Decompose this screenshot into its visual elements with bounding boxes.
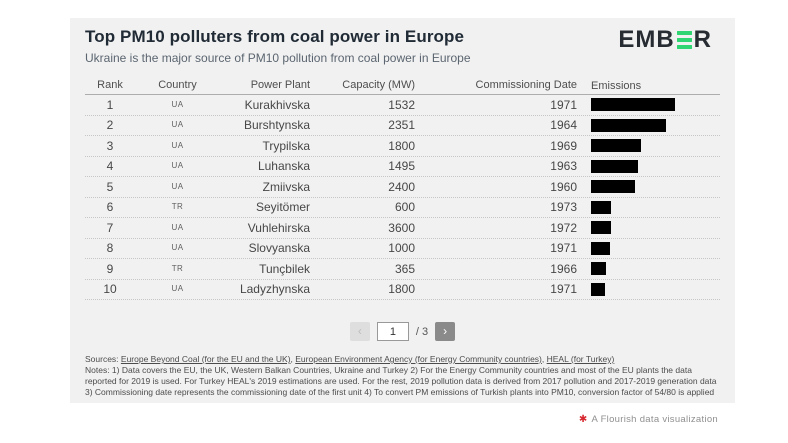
emissions-bar [591, 98, 675, 111]
cell-commissioning-date: 1971 [550, 282, 577, 296]
chevron-left-icon: ‹ [357, 323, 362, 338]
col-header-rank[interactable]: Rank [97, 79, 123, 91]
emissions-bar [591, 201, 611, 214]
pagination [70, 322, 735, 341]
cell-commissioning-date: 1964 [550, 118, 577, 132]
cell-power-plant: Tunçbilek [259, 261, 310, 276]
cell-country: UA [171, 243, 184, 252]
cell-capacity: 3600 [388, 220, 415, 235]
cell-commissioning-date: 1960 [550, 179, 577, 194]
prev-page-button[interactable] [350, 322, 370, 341]
logo-text-r: R [693, 26, 712, 53]
cell-emissions [577, 262, 720, 275]
cell-rank: 5 [106, 179, 114, 194]
table-row [85, 218, 720, 239]
cell-commissioning-date: 1969 [550, 138, 577, 153]
page-total-label: / 3 [415, 325, 429, 338]
page-subtitle: Ukraine is the major source of PM10 pollution from coal power in Europe [85, 51, 471, 65]
cell-country: UA [171, 284, 184, 293]
emissions-bar [591, 283, 605, 296]
emissions-bar [591, 119, 666, 132]
table-row [85, 136, 720, 157]
col-header-country[interactable]: Country [158, 79, 197, 91]
cell-capacity: 2400 [388, 179, 415, 194]
cell-rank: 9 [106, 261, 114, 276]
cell-commissioning-date: 1973 [550, 200, 577, 214]
cell-country: UA [171, 222, 184, 232]
emissions-bar [591, 139, 641, 152]
sources-prefix: Sources: [85, 354, 121, 364]
cell-commissioning-date: 1971 [550, 97, 577, 112]
cell-emissions [577, 283, 720, 296]
col-header-power-plant[interactable]: Power Plant [250, 79, 310, 91]
table-row [85, 95, 720, 116]
table-row [85, 177, 720, 198]
page-title: Top PM10 polluters from coal power in Europe [85, 27, 465, 46]
col-header-commissioning-date[interactable]: Commissioning Date [475, 79, 577, 91]
sources-line: Sources: Europe Beyond Coal (for the EU and the UK), European Environment Agency (for Energy Community countries), HEAL (for Turkey) [85, 354, 615, 364]
table-row [85, 198, 720, 219]
cell-power-plant: Ladyzhynska [239, 282, 310, 296]
page-input[interactable] [377, 322, 409, 341]
table-row [85, 157, 720, 178]
footer [85, 354, 721, 398]
cell-power-plant: Burshtynska [243, 118, 310, 132]
cell-capacity: 2351 [388, 118, 415, 132]
source-link[interactable]: European Environment Agency (for Energy Community countries) [295, 354, 542, 364]
cell-commissioning-date: 1966 [550, 261, 577, 276]
cell-country: UA [171, 140, 184, 150]
cell-emissions [577, 160, 720, 173]
cell-emissions [577, 221, 720, 234]
notes-text: Notes: 1) Data covers the EU, the UK, Western Balkan Countries, Ukraine and Turkey 2) For the Energy Community countries and most of the EU plants the data reported for 2019 is used. For Turkey HEAL's 2019 estimations are used. For the rest, 2019 pollution data is derived from 2017 pollution and 2017-2019 generation data 3) Commissioning date represents the commissioning date of the first unit 4) To convert PM emissions of Turkish plants into PM10, conversion factor of 54/80 is applied [85, 365, 717, 397]
cell-emissions [577, 201, 720, 214]
cell-rank: 4 [106, 159, 114, 173]
cell-rank: 6 [106, 200, 114, 214]
cell-rank: 7 [106, 220, 114, 235]
cell-commissioning-date: 1972 [550, 220, 577, 235]
cell-rank: 2 [106, 118, 114, 132]
flourish-flower-icon: ✱ [578, 413, 588, 425]
flourish-attribution[interactable] [579, 414, 718, 425]
cell-power-plant: Vuhlehirska [247, 220, 310, 235]
cell-emissions [577, 119, 720, 132]
cell-power-plant: Trypilska [262, 138, 310, 153]
cell-capacity: 1532 [388, 97, 415, 112]
logo-text-emb: EMB [618, 26, 675, 53]
table-row [85, 239, 720, 260]
cell-capacity: 365 [394, 261, 415, 276]
cell-commissioning-date: 1971 [550, 241, 577, 255]
col-header-emissions[interactable]: Emissions [591, 80, 642, 92]
cell-rank: 10 [103, 282, 117, 296]
cell-capacity: 1495 [388, 159, 415, 173]
cell-emissions [577, 242, 720, 255]
source-link[interactable]: HEAL (for Turkey) [546, 354, 615, 364]
emissions-bar [591, 262, 606, 275]
ember-logo [618, 26, 712, 54]
next-page-button[interactable] [435, 322, 455, 341]
emissions-bar [591, 160, 638, 173]
cell-emissions [577, 98, 720, 111]
visualization-card [70, 18, 735, 403]
data-table [85, 78, 720, 300]
cell-capacity: 1000 [388, 241, 415, 255]
cell-country: TR [171, 202, 184, 211]
cell-rank: 3 [106, 138, 114, 153]
flourish-attribution-label: A Flourish data visualization [591, 414, 718, 425]
emissions-bar [591, 242, 610, 255]
cell-country: UA [171, 120, 184, 129]
table-row [85, 259, 720, 280]
cell-power-plant: Seyitömer [255, 200, 310, 214]
col-header-capacity[interactable]: Capacity (MW) [342, 79, 415, 91]
cell-country: UA [171, 161, 184, 170]
cell-power-plant: Kurakhivska [244, 97, 310, 112]
cell-rank: 1 [106, 97, 114, 112]
source-link[interactable]: Europe Beyond Coal (for the EU and the UK) [120, 354, 291, 364]
cell-capacity: 1800 [388, 138, 415, 153]
cell-emissions [577, 139, 720, 152]
emissions-bar [591, 180, 635, 193]
cell-country: TR [171, 263, 184, 273]
cell-power-plant: Luhanska [257, 159, 310, 173]
table-row [85, 116, 720, 137]
cell-rank: 8 [106, 241, 114, 255]
cell-commissioning-date: 1963 [550, 159, 577, 173]
cell-emissions [577, 180, 720, 193]
table-header-row [85, 78, 720, 95]
emissions-bar [591, 221, 611, 234]
cell-country: UA [171, 181, 184, 191]
cell-country: UA [171, 99, 184, 109]
table-body [85, 95, 720, 300]
cell-power-plant: Slovyanska [248, 241, 310, 255]
cell-capacity: 1800 [388, 282, 415, 296]
table-row [85, 280, 720, 301]
cell-capacity: 600 [394, 200, 415, 214]
logo-green-bars-icon [677, 31, 692, 50]
chevron-right-icon: › [443, 323, 448, 338]
cell-power-plant: Zmiivska [262, 179, 310, 194]
